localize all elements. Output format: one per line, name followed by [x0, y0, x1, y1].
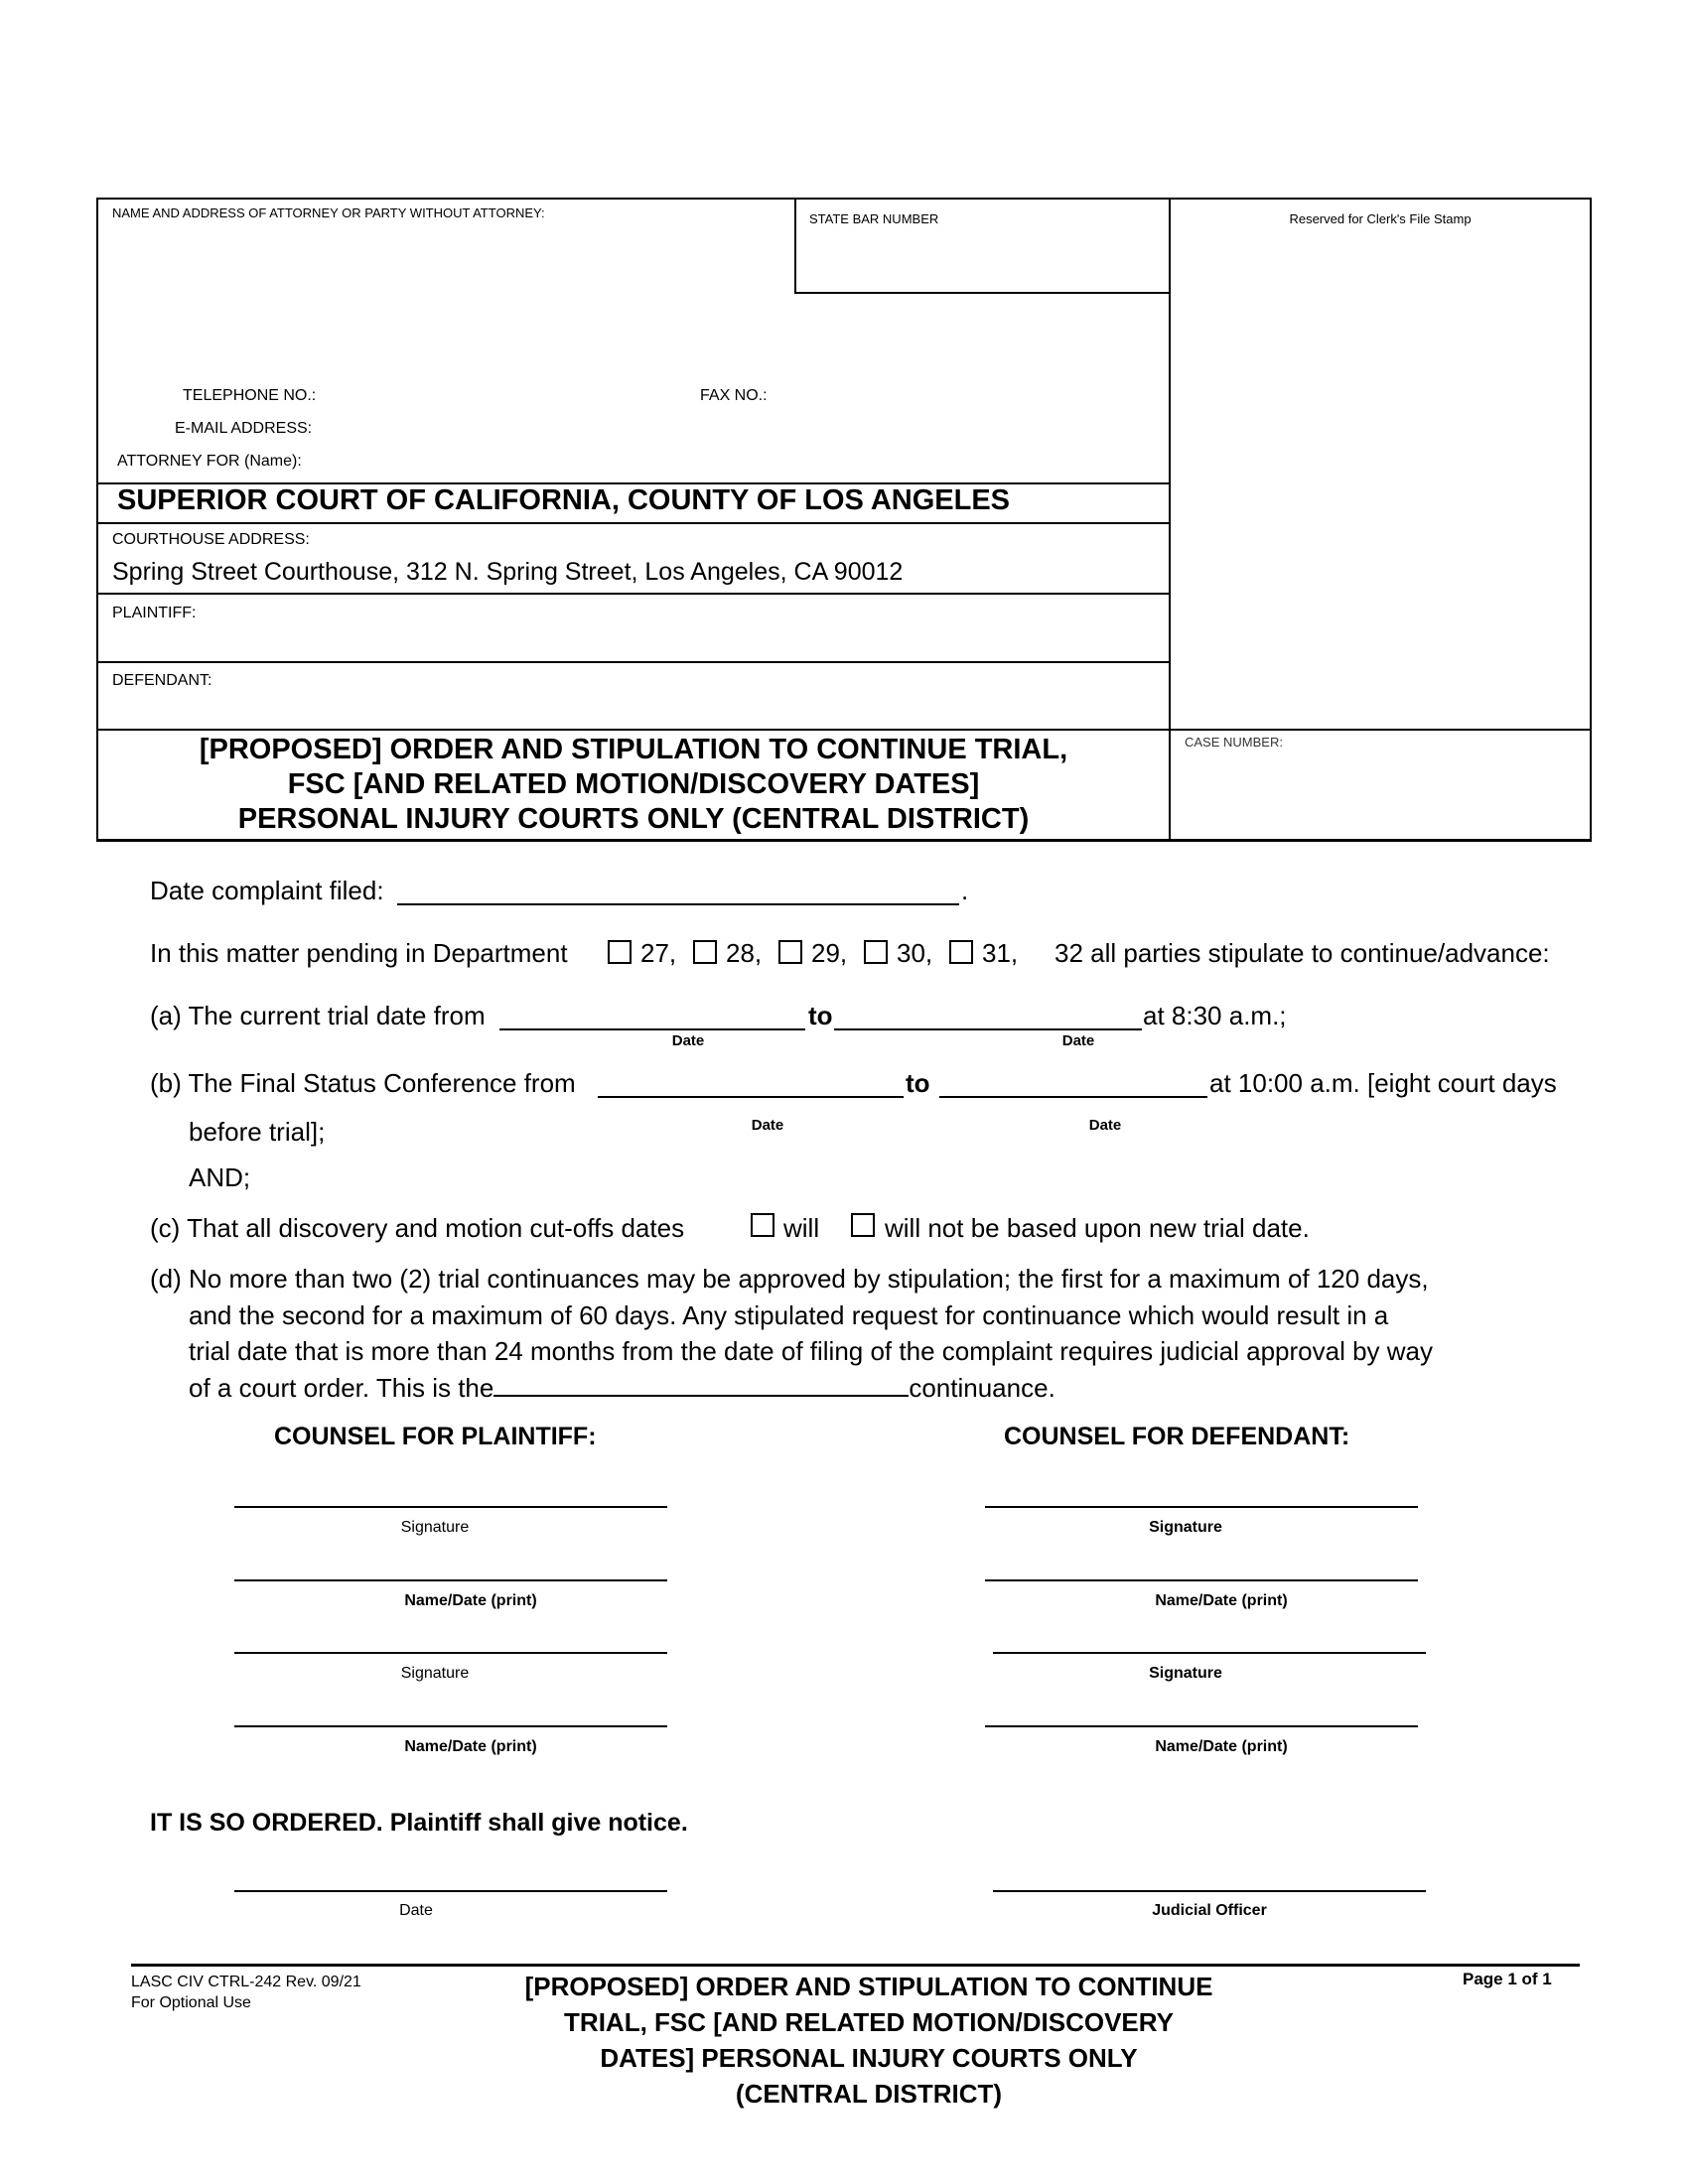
item-b-text: (b) The Final Status Conference from: [150, 1068, 576, 1098]
attorney-for-input[interactable]: [348, 449, 1146, 478]
footer-title-line2: TRIAL, FSC [AND RELATED MOTION/DISCOVERY: [564, 2007, 1174, 2037]
item-d-line3: trial date that is more than 24 months from the date of filing of the complaint requires judicial approval by way: [189, 1336, 1433, 1366]
item-d-line2: and the second for a maximum of 60 days. Any stipulated request for continuance which would result in a: [189, 1299, 1389, 1330]
caption-column-divider: [1169, 198, 1171, 841]
plaintiff-input[interactable]: [238, 600, 1156, 657]
plaintiff-name-date-1-label: Name/Date (print): [404, 1592, 537, 1609]
rule-plaintiff-bottom: [96, 661, 1171, 663]
defendant-signature-1-label: Signature: [1149, 1519, 1222, 1536]
dept-28-label: 28,: [726, 938, 763, 968]
date-complaint-label: Date complaint filed:: [150, 876, 384, 905]
item-a-to: to: [808, 1001, 833, 1030]
judicial-officer-label: Judicial Officer: [1152, 1902, 1267, 1919]
counsel-plaintiff-heading: COUNSEL FOR PLAINTIFF:: [274, 1423, 597, 1450]
footer-title-line4: (CENTRAL DISTRICT): [735, 2079, 1003, 2109]
dept-27-label: 27,: [640, 938, 677, 968]
defendant-name-date-1-label: Name/Date (print): [1155, 1592, 1288, 1609]
item-a-from-input[interactable]: [504, 999, 804, 1030]
dept-29-checkbox[interactable]: [778, 940, 802, 964]
form-title: [98, 733, 1169, 837]
item-b-to-caption: Date: [1088, 1117, 1122, 1134]
state-bar-input[interactable]: [809, 238, 1161, 280]
item-d-paragraph: [150, 1261, 1433, 1406]
dept-31-checkbox[interactable]: [949, 940, 973, 964]
rule-defendant-bottom: [96, 729, 1592, 731]
footer-page-number: Page 1 of 1: [1463, 1970, 1552, 1988]
item-a-to-caption: Date: [1061, 1032, 1095, 1049]
fax-input[interactable]: [784, 383, 1156, 413]
item-b-to-input[interactable]: [944, 1066, 1206, 1098]
footer-form-info: [131, 1972, 361, 2013]
footer-optional-use: For Optional Use: [131, 1994, 251, 2011]
form-title-line2: FSC [AND RELATED MOTION/DISCOVERY DATES]: [287, 768, 980, 800]
plaintiff-signature-2-label: Signature: [400, 1665, 470, 1682]
plaintiff-label: PLAINTIFF:: [112, 605, 197, 621]
defendant-signature-2-line[interactable]: [993, 1652, 1426, 1654]
item-b-continuation: before trial];: [189, 1117, 326, 1147]
defendant-input[interactable]: [238, 667, 1156, 725]
item-d-line4: [150, 1370, 1433, 1407]
rule-court-bottom: [96, 522, 1171, 524]
date-complaint-input[interactable]: [402, 874, 957, 905]
state-bar-bottom-border: [794, 292, 1170, 294]
defendant-name-date-2-label: Name/Date (print): [1155, 1738, 1288, 1755]
defendant-signature-1-line[interactable]: [985, 1506, 1418, 1508]
so-ordered-text: IT IS SO ORDERED. Plaintiff shall give notice.: [150, 1809, 688, 1837]
plaintiff-signature-2-line[interactable]: [234, 1652, 667, 1654]
defendant-signature-2-label: Signature: [1149, 1665, 1222, 1682]
dept-tail: 32 all parties stipulate to continue/advance:: [1055, 938, 1550, 968]
caption-right-border: [1590, 198, 1592, 841]
footer-title-line1: [PROPOSED] ORDER AND STIPULATION TO CONTINUE: [524, 1972, 1213, 2001]
footer-title-line3: DATES] PERSONAL INJURY COURTS ONLY: [600, 2043, 1138, 2073]
defendant-label: DEFENDANT:: [112, 672, 212, 689]
continuance-ordinal-line[interactable]: [493, 1375, 909, 1397]
item-b-to: to: [906, 1068, 930, 1098]
item-d-line4-end: continuance.: [909, 1372, 1055, 1403]
attorney-for-label: ATTORNEY FOR (Name):: [117, 453, 302, 470]
rule-courthouse-bottom: [96, 593, 1171, 595]
plaintiff-name-date-1-line[interactable]: [234, 1579, 667, 1581]
will-label: will: [783, 1213, 820, 1243]
item-d-line4-start: of a court order. This is the: [189, 1372, 494, 1403]
will-not-label: will not be based upon new trial date.: [885, 1213, 1310, 1243]
telephone-input[interactable]: [348, 383, 689, 413]
date-complaint-period: .: [961, 876, 969, 905]
courthouse-value: Spring Street Courthouse, 312 N. Spring Street, Los Angeles, CA 90012: [112, 558, 904, 586]
dept-30-label: 30,: [897, 938, 933, 968]
item-a-tail: at 8:30 a.m.;: [1143, 1001, 1287, 1030]
state-bar-left-border: [794, 198, 796, 294]
case-number-input[interactable]: [1185, 764, 1581, 826]
order-date-label: Date: [399, 1902, 433, 1919]
item-b-tail: at 10:00 a.m. [eight court days: [1209, 1068, 1557, 1098]
dept-30-checkbox[interactable]: [864, 940, 888, 964]
dept-29-label: 29,: [811, 938, 848, 968]
judicial-officer-line[interactable]: [993, 1890, 1426, 1892]
item-a-to-input[interactable]: [839, 999, 1141, 1030]
footer-rule: [131, 1964, 1580, 1967]
item-d-line1: (d) No more than two (2) trial continuances may be approved by stipulation; the first for a maximum of 120 days,: [150, 1264, 1429, 1294]
form-title-line1: [PROPOSED] ORDER AND STIPULATION TO CONTINUE TRIAL,: [199, 734, 1068, 765]
court-title: SUPERIOR COURT OF CALIFORNIA, COUNTY OF LOS ANGELES: [117, 484, 1011, 516]
attorney-name-address-input[interactable]: [112, 228, 791, 369]
attorney-label: NAME AND ADDRESS OF ATTORNEY OR PARTY WITHOUT ATTORNEY:: [112, 205, 545, 220]
order-date-line[interactable]: [234, 1890, 667, 1892]
item-a-from-caption: Date: [671, 1032, 705, 1049]
dept-28-checkbox[interactable]: [693, 940, 717, 964]
plaintiff-name-date-2-label: Name/Date (print): [404, 1738, 537, 1755]
plaintiff-signature-1-line[interactable]: [234, 1506, 667, 1508]
dept-intro: In this matter pending in Department: [150, 938, 568, 968]
plaintiff-signature-1-label: Signature: [400, 1519, 470, 1536]
and-text: AND;: [189, 1162, 251, 1192]
defendant-name-date-2-line[interactable]: [985, 1725, 1418, 1727]
item-a-text: (a) The current trial date from: [150, 1001, 486, 1030]
fax-label: FAX NO.:: [700, 387, 768, 404]
email-label: E-MAIL ADDRESS:: [175, 420, 313, 437]
email-input[interactable]: [348, 416, 1146, 446]
item-b-from-caption: Date: [751, 1117, 784, 1134]
caption-bottom-border: [96, 839, 1592, 842]
telephone-label: TELEPHONE NO.:: [183, 387, 317, 404]
footer-title: [427, 1969, 1311, 2112]
dept-31-label: 31,: [982, 938, 1019, 968]
item-c-text: (c) That all discovery and motion cut-offs dates: [150, 1213, 685, 1243]
will-checkbox[interactable]: [751, 1213, 774, 1237]
plaintiff-name-date-2-line[interactable]: [234, 1725, 667, 1727]
form-title-line3: PERSONAL INJURY COURTS ONLY (CENTRAL DISTRICT): [237, 803, 1030, 835]
defendant-name-date-1-line[interactable]: [985, 1579, 1418, 1581]
state-bar-label: STATE BAR NUMBER: [809, 211, 939, 226]
caption-top-border: [96, 198, 1592, 200]
will-not-checkbox[interactable]: [851, 1213, 875, 1237]
clerk-stamp-label: Reserved for Clerk's File Stamp: [1289, 211, 1472, 226]
dept-27-checkbox[interactable]: [608, 940, 632, 964]
case-number-label: CASE NUMBER:: [1185, 735, 1283, 750]
item-b-from-input[interactable]: [603, 1066, 903, 1098]
footer-form-number: LASC CIV CTRL-242 Rev. 09/21: [131, 1974, 361, 1990]
counsel-defendant-heading: COUNSEL FOR DEFENDANT:: [1004, 1423, 1350, 1450]
courthouse-label: COURTHOUSE ADDRESS:: [112, 531, 310, 548]
